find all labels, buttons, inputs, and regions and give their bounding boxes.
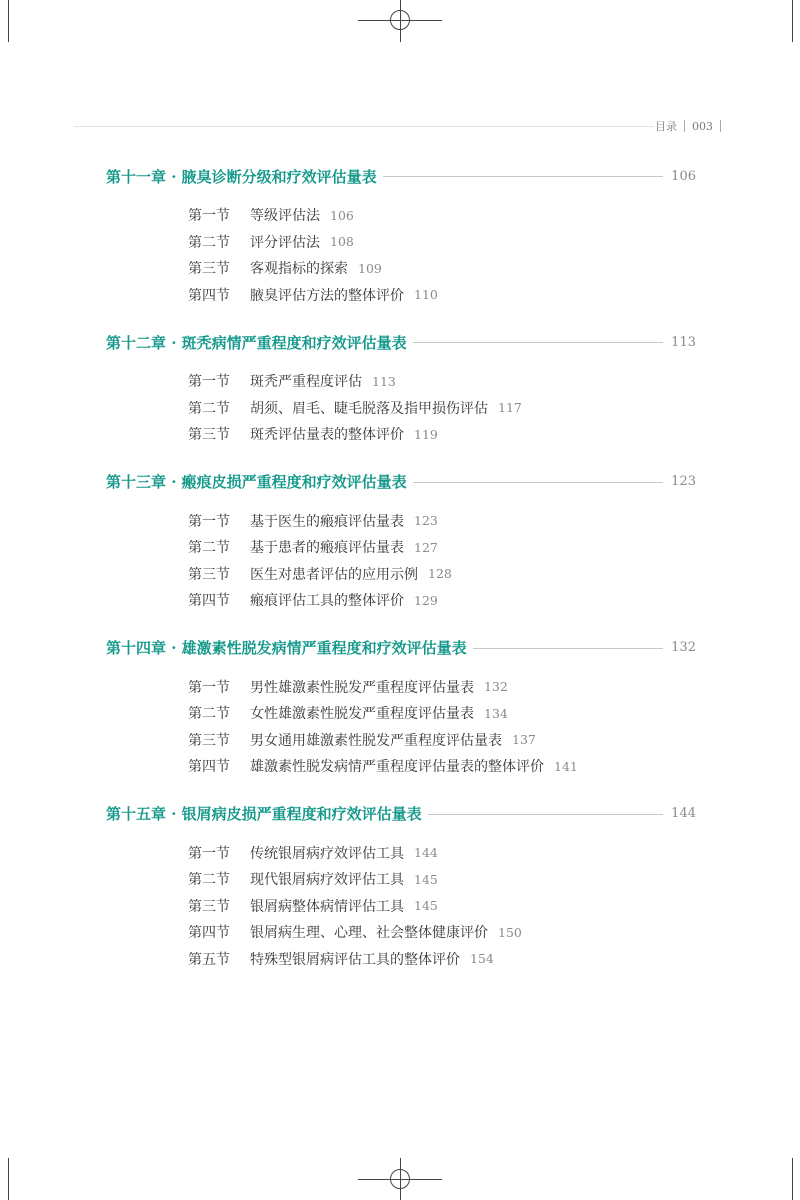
chapter-leader-line: [413, 481, 664, 483]
section-number: 第二节: [188, 400, 230, 417]
toc-section[interactable]: [188, 587, 696, 614]
chapter-page-number: 144: [671, 806, 696, 821]
toc-chapter[interactable]: [106, 328, 696, 356]
section-number: 第三节: [188, 261, 230, 278]
toc-section[interactable]: [188, 255, 696, 282]
section-number: 第五节: [188, 951, 230, 968]
chapter-leader-line: [428, 813, 664, 815]
section-page-number: 110: [414, 287, 438, 303]
toc-section[interactable]: [188, 866, 696, 893]
toc-section[interactable]: [188, 561, 696, 588]
section-title: 现代银屑病疗效评估工具: [250, 872, 404, 889]
section-page-number: 144: [414, 845, 438, 861]
header-title: 目录: [655, 120, 677, 133]
section-title: 胡须、眉毛、睫毛脱落及指甲损伤评估: [250, 400, 488, 417]
section-page-number: 145: [414, 871, 438, 887]
section-title: 银屑病整体病情评估工具: [250, 898, 404, 915]
chapter-sections: [106, 202, 696, 308]
section-number: 第三节: [188, 732, 230, 749]
toc-chapter[interactable]: [106, 800, 696, 828]
section-number: 第三节: [188, 566, 230, 583]
crop-mark-top-left: [8, 0, 9, 42]
chapter-sections: [106, 368, 696, 448]
section-title: 特殊型银屑病评估工具的整体评价: [250, 951, 460, 968]
section-page-number: 137: [512, 732, 536, 748]
toc-chapter[interactable]: [106, 162, 696, 190]
section-page-number: 109: [358, 260, 382, 276]
section-number: 第一节: [188, 845, 230, 862]
section-title: 男女通用雄激素性脱发严重程度评估量表: [250, 732, 502, 749]
section-title: 瘢痕评估工具的整体评价: [250, 593, 404, 610]
section-number: 第四节: [188, 593, 230, 610]
toc-chapter[interactable]: [106, 634, 696, 662]
toc-section[interactable]: [188, 946, 696, 973]
running-header: [655, 118, 728, 134]
header-rule: [74, 126, 654, 127]
chapter-title: 第十四章 · 雄激素性脱发病情严重程度和疗效评估量表: [106, 639, 467, 657]
section-number: 第二节: [188, 872, 230, 889]
section-number: 第四节: [188, 925, 230, 942]
toc-section[interactable]: [188, 727, 696, 754]
section-page-number: 145: [414, 898, 438, 914]
section-number: 第四节: [188, 287, 230, 304]
section-page-number: 141: [554, 758, 578, 774]
section-title: 等级评估法: [250, 208, 320, 225]
section-number: 第四节: [188, 759, 230, 776]
section-title: 男性雄激素性脱发严重程度评估量表: [250, 679, 474, 696]
section-number: 第一节: [188, 513, 230, 530]
chapter-leader-line: [383, 175, 664, 177]
section-title: 医生对患者评估的应用示例: [250, 566, 418, 583]
header-page-number: 003: [692, 119, 713, 133]
chapter-leader-line: [413, 341, 664, 343]
header-separator: [720, 120, 721, 132]
chapter-title: 第十三章 · 瘢痕皮损严重程度和疗效评估量表: [106, 473, 407, 491]
section-title: 女性雄激素性脱发严重程度评估量表: [250, 706, 474, 723]
crop-mark-bottom-right: [792, 1158, 793, 1200]
registration-mark-top-circle: [390, 10, 410, 30]
section-number: 第三节: [188, 898, 230, 915]
section-number: 第二节: [188, 706, 230, 723]
section-title: 斑秃严重程度评估: [250, 374, 362, 391]
chapter-title: 第十二章 · 斑秃病情严重程度和疗效评估量表: [106, 333, 407, 352]
chapter-sections: [106, 508, 696, 614]
section-page-number: 108: [330, 234, 354, 250]
toc-section[interactable]: [188, 674, 696, 701]
section-title: 基于医生的瘢痕评估量表: [250, 513, 404, 530]
section-number: 第二节: [188, 234, 230, 251]
toc-section[interactable]: [188, 508, 696, 535]
section-page-number: 113: [372, 373, 396, 389]
toc-section[interactable]: [188, 840, 696, 867]
section-number: 第一节: [188, 208, 230, 225]
section-title: 银屑病生理、心理、社会整体健康评价: [250, 925, 488, 942]
chapter-title: 第十五章 · 银屑病皮损严重程度和疗效评估量表: [106, 805, 422, 823]
section-page-number: 117: [498, 400, 522, 416]
chapter-leader-line: [473, 647, 664, 649]
toc-section[interactable]: [188, 753, 696, 780]
toc-section[interactable]: [188, 700, 696, 727]
crop-mark-top-right: [792, 0, 793, 42]
section-title: 基于患者的瘢痕评估量表: [250, 540, 404, 557]
section-title: 评分评估法: [250, 234, 320, 251]
section-page-number: 154: [470, 951, 494, 967]
section-page-number: 119: [414, 426, 438, 442]
toc-section[interactable]: [188, 229, 696, 256]
toc-section[interactable]: [188, 202, 696, 229]
chapter-page-number: 123: [671, 474, 696, 489]
section-page-number: 128: [428, 566, 452, 582]
section-page-number: 127: [414, 539, 438, 555]
toc-section[interactable]: [188, 919, 696, 946]
chapter-page-number: 113: [671, 334, 696, 350]
chapter-sections: [106, 674, 696, 780]
section-number: 第一节: [188, 374, 230, 391]
toc-section[interactable]: [188, 368, 696, 395]
crop-mark-bottom-left: [8, 1158, 9, 1200]
chapter-sections: [106, 840, 696, 973]
registration-mark-bottom-circle: [390, 1169, 410, 1189]
section-page-number: 123: [414, 513, 438, 529]
toc-section[interactable]: [188, 395, 696, 422]
table-of-contents: [106, 162, 696, 992]
section-title: 腋臭评估方法的整体评价: [250, 287, 404, 304]
chapter-page-number: 106: [671, 168, 696, 184]
toc-chapter[interactable]: [106, 468, 696, 496]
section-page-number: 132: [484, 679, 508, 695]
section-title: 客观指标的探索: [250, 261, 348, 278]
section-page-number: 106: [330, 207, 354, 223]
section-page-number: 150: [498, 924, 522, 940]
section-title: 斑秃评估量表的整体评价: [250, 427, 404, 444]
chapter-page-number: 132: [671, 640, 696, 655]
section-page-number: 129: [414, 592, 438, 608]
header-separator: [684, 120, 685, 132]
section-number: 第二节: [188, 540, 230, 557]
section-number: 第一节: [188, 679, 230, 696]
section-number: 第三节: [188, 427, 230, 444]
section-title: 传统银屑病疗效评估工具: [250, 845, 404, 862]
toc-section[interactable]: [188, 534, 696, 561]
toc-section[interactable]: [188, 893, 696, 920]
section-page-number: 134: [484, 705, 508, 721]
chapter-title: 第十一章 · 腋臭诊断分级和疗效评估量表: [106, 167, 377, 186]
toc-section[interactable]: [188, 421, 696, 448]
section-title: 雄激素性脱发病情严重程度评估量表的整体评价: [250, 759, 544, 776]
toc-section[interactable]: [188, 282, 696, 309]
